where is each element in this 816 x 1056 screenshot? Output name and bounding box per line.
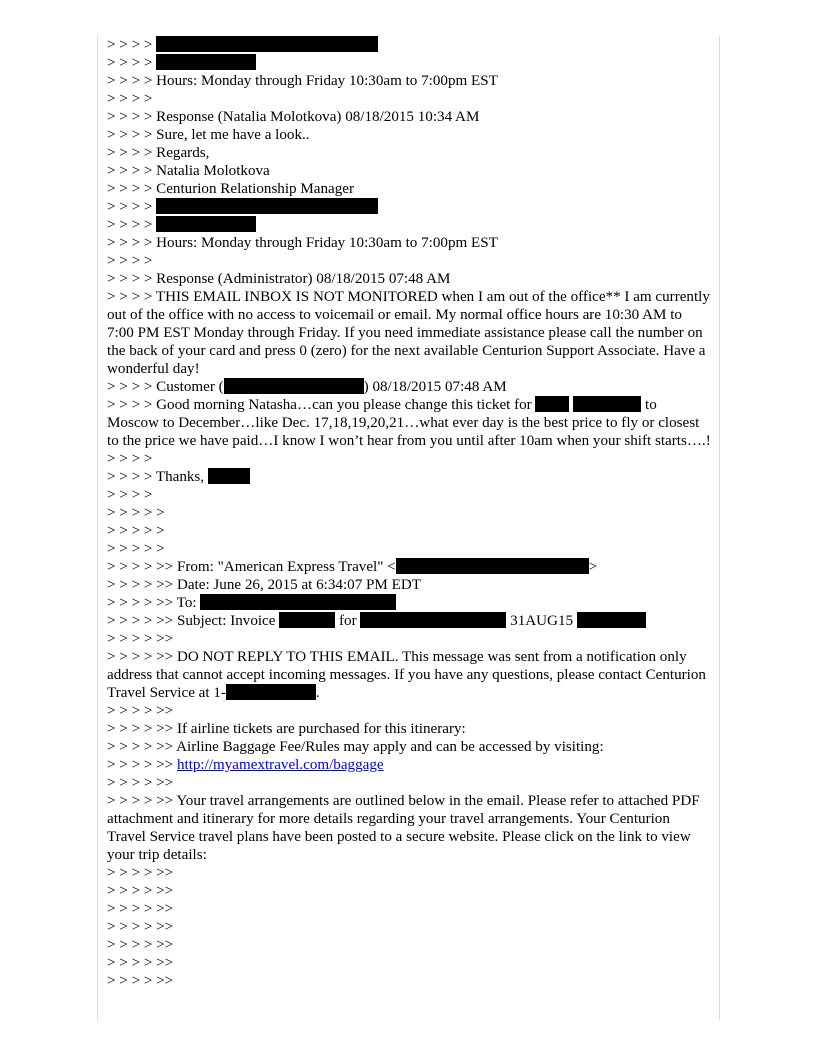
redaction-bar [279,612,335,628]
page-margin-left-rule [97,36,98,1020]
quoted-line: > > > > >> [107,703,177,719]
redaction-bar [156,36,378,52]
quoted-line: > > > > [107,198,711,216]
quoted-paragraph: > > > > >> Your travel arrangements are outlined below in the email. Please refer to attached PDF attachment and itinerary for more details regarding your travel arrangements. Your Centurion Travel Service travel plans have been posted to a secure website. Please click on the link to view your trip details: [107,793,704,863]
quoted-line: > > > > >> [107,883,177,899]
quoted-line: > > > > >> [107,937,177,953]
quoted-line: > > > > >> [107,865,177,881]
redaction-bar [200,594,396,610]
redaction-bar [535,396,569,412]
quoted-paragraph: > > > > Good morning Natasha…can you please change this ticket for to Moscow to December…like Dec. 17,18,19,20,21…what ever day is the best price to fly or closest to the price we have paid…I know I won’t hear from you until after 10am when your shift starts….! [107,397,711,449]
quoted-line: > > > > >> [107,955,177,971]
quoted-line: > > > > [107,487,157,503]
quoted-line: > > > > >> [107,973,177,989]
redaction-bar [396,558,589,574]
email-thread-document [107,36,714,990]
quoted-line: > > > > Sure, let me have a look.. [107,127,310,143]
quoted-line: > > > > > [107,523,169,539]
quoted-line: > > > > >> Airline Baggage Fee/Rules may apply and can be accessed by visiting: [107,739,604,755]
quoted-line: > > > > >> [107,919,177,935]
quoted-line: > > > > [107,253,157,269]
redaction-bar [156,54,256,70]
quoted-line: > > > > >> [107,901,177,917]
quoted-line: > > > > >> [107,631,177,647]
redaction-bar [224,378,364,394]
baggage-link[interactable]: http://myamextravel.com/baggage [176,757,384,773]
quoted-line: > > > > >> If airline tickets are purchased for this itinerary: [107,721,466,737]
quoted-line: > > > > Response (Administrator) 08/18/2015 07:48 AM [107,271,451,287]
quoted-line: > > > > >> Subject: Invoice for 31AUG15 [107,612,711,630]
quoted-line: > > > > [107,91,157,107]
quoted-line: > > > > Hours: Monday through Friday 10:30am to 7:00pm EST [107,73,498,89]
quoted-line: > > > > >> http://myamextravel.com/baggage [107,757,384,773]
quoted-line: > > > > >> [107,775,177,791]
quoted-line: > > > > >> From: "American Express Travel" < > [107,559,598,575]
redaction-bar [577,612,646,628]
quoted-line: > > > > > [107,541,169,557]
quoted-line: > > > > [107,216,711,234]
quoted-line: > > > > Regards, [107,145,210,161]
quoted-line: > > > > Centurion Relationship Manager [107,181,355,197]
quoted-line: > > > > Customer ( ) 08/18/2015 07:48 AM [107,379,507,395]
quoted-line: > > > > Natalia Molotkova [107,163,270,179]
redaction-bar [156,216,256,232]
redaction-bar [156,198,378,214]
quoted-line: > > > > [107,36,711,54]
quoted-line: > > > > [107,54,711,72]
quoted-paragraph: > > > > THIS EMAIL INBOX IS NOT MONITORED when I am out of the office** I am currently out of the office with no access to voicemail or email. My normal office hours are 10:30 AM to 7:00 PM EST Monday through Friday. If you need immediate assistance please call the number on the back of your card and press 0 (zero) for the next available Centurion Support Associate. Have a wonderful day! [107,289,714,377]
quoted-line: > > > > >> To: [107,594,711,612]
quoted-line: > > > > > [107,505,169,521]
quoted-paragraph: > > > > >> DO NOT REPLY TO THIS EMAIL. This message was sent from a notification only address that cannot accept incoming messages. If you have any questions, please contact Centurion Travel Service at 1- . [107,649,710,701]
redaction-bar [360,612,506,628]
page-margin-right-rule [719,36,720,1020]
redaction-bar [226,684,316,700]
quoted-line: > > > > Hours: Monday through Friday 10:30am to 7:00pm EST [107,235,498,251]
quoted-line: > > > > Response (Natalia Molotkova) 08/18/2015 10:34 AM [107,109,480,125]
redaction-bar [573,396,641,412]
quoted-line: > > > > [107,451,157,467]
quoted-line: > > > > Thanks, [107,468,711,486]
redaction-bar [208,468,250,484]
quoted-line: > > > > >> Date: June 26, 2015 at 6:34:07 PM EDT [107,577,421,593]
